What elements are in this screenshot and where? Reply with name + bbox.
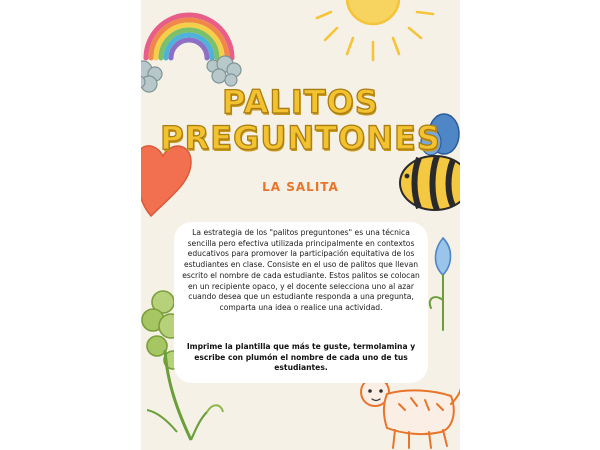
title-line-2: PREGUNTONES	[160, 119, 441, 157]
cloud-icon	[207, 56, 241, 86]
title-line-1: PALITOS	[222, 83, 379, 121]
instructions-text: Imprime la plantilla que más te guste, termolamina y escribe con plumón el nombre de cada uno de tus estudiantes.	[186, 342, 416, 373]
flower-icon	[430, 238, 451, 330]
rainbow-icon	[146, 15, 232, 58]
sun-icon	[317, 0, 433, 60]
description-text: La estrategia de los "palitos preguntones" es una técnica sencilla pero efectiva utilizada principalmente en contextos educativos para promover la participación equitativa de los estudiantes en clase. Consiste en el uso de palitos que llevan escrito el nombre de cada estudiante. Estos palitos se colocan en un recipiente opaco, y el docente selecciona uno al azar cuando desea que un estudiante responda a una pregunta, comparta una idea o realice una actividad.	[182, 228, 420, 312]
subtitle: LA SALITA	[262, 180, 339, 194]
poster	[141, 0, 460, 450]
